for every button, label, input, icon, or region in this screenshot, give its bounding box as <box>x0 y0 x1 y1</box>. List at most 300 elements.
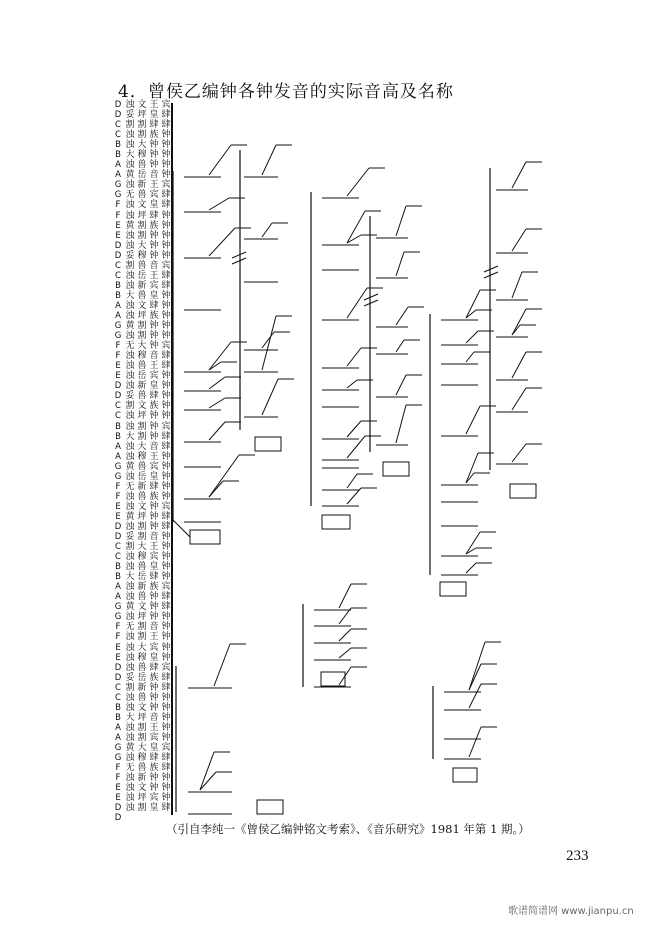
branch-line <box>339 629 351 641</box>
pitch-cell: 浊 <box>125 521 135 532</box>
pitch-cell: 钟 <box>161 471 171 482</box>
pitch-cell: 浊 <box>125 180 135 191</box>
pitch-cell: 肆 <box>161 592 171 603</box>
pitch-cell: 岳 <box>137 471 147 482</box>
pitch-cell: A <box>115 300 121 311</box>
pitch-cell: D <box>114 662 122 673</box>
pitch-cell: 宾 <box>161 662 171 673</box>
branch-line <box>512 272 522 298</box>
pitch-cell: 肆 <box>149 662 159 673</box>
pitch-cell: 肆 <box>161 280 171 291</box>
pitch-cell: 浊 <box>125 160 135 171</box>
pitch-cell: 钟 <box>161 461 171 472</box>
pitch-cell: 大 <box>137 140 147 151</box>
pitch-cell: 文 <box>137 783 147 794</box>
branch-line <box>209 342 231 370</box>
pitch-cell: 音 <box>149 170 159 181</box>
pitch-cell: E <box>115 783 121 794</box>
pitch-cell: E <box>115 220 121 231</box>
pitch-cell: 岳 <box>137 170 147 181</box>
pitch-cell: 割 <box>137 421 147 432</box>
pitch-cell: C <box>115 692 121 703</box>
pitch-cell: 浊 <box>125 240 135 251</box>
pitch-cell: E <box>115 511 121 522</box>
pitch-cell: 岳 <box>137 371 147 382</box>
pitch-cell: 皇 <box>149 803 159 814</box>
branch-line <box>347 380 357 388</box>
pitch-cell: 新 <box>137 180 147 191</box>
pitch-cell: E <box>115 652 121 663</box>
pitch-cell: C <box>115 401 121 412</box>
pitch-cell: 钟 <box>161 321 171 332</box>
pitch-cell: 宾 <box>149 732 159 743</box>
pitch-cell: 钟 <box>161 170 171 181</box>
pitch-cell: 大 <box>125 712 135 723</box>
pitch-cell: 钟 <box>149 602 159 613</box>
pitch-cell: 割 <box>137 220 147 231</box>
pitch-cell: 肆 <box>149 481 159 492</box>
pitch-cell: B <box>115 290 121 301</box>
pitch-cell: D <box>114 381 122 392</box>
pitch-cell: 浊 <box>125 552 135 563</box>
pitch-cell: F <box>115 491 121 502</box>
branch-line <box>262 316 276 370</box>
pitch-cell: 浊 <box>125 100 135 110</box>
pitch-cell: C <box>115 542 121 553</box>
pitch-cell: 割 <box>125 401 135 412</box>
pitch-cell: G <box>114 602 122 613</box>
pitch-cell: 坪 <box>137 310 147 321</box>
pitch-cell: 浊 <box>125 451 135 462</box>
pitch-cell: D <box>114 813 122 824</box>
pitch-cell: 浊 <box>125 270 135 281</box>
pitch-cell: 钟 <box>149 140 159 151</box>
pitch-cell: C <box>115 411 121 422</box>
pitch-cell: 钟 <box>149 592 159 603</box>
pitch-cell: 宾 <box>161 341 171 352</box>
pitch-cell: 无 <box>125 763 135 774</box>
pitch-cell: 肆 <box>161 682 171 693</box>
pitch-cell: 钟 <box>149 501 159 512</box>
branch-line <box>262 379 278 415</box>
pitch-cell: 兽 <box>137 562 147 573</box>
pitch-cell: 皇 <box>149 562 159 573</box>
branch-line <box>262 223 272 237</box>
pitch-cell: 钟 <box>161 692 171 703</box>
pitch-cell: 钟 <box>161 250 171 261</box>
pitch-cell: 割 <box>137 532 147 543</box>
pitch-cell: 割 <box>137 803 147 814</box>
pitch-cell: D <box>114 240 122 251</box>
pitch-cell: 浊 <box>125 722 135 733</box>
pitch-cell: 妥 <box>125 110 135 121</box>
pitch-cell: 浊 <box>125 200 135 211</box>
pitch-cell: 坪 <box>137 411 147 422</box>
pitch-cell: 肆 <box>161 763 171 774</box>
pitch-cell: 钟 <box>161 722 171 733</box>
pitch-cell: 钟 <box>161 491 171 502</box>
pitch-cell: 族 <box>149 310 159 321</box>
pitch-cell: 浊 <box>125 351 135 362</box>
branch-line <box>339 648 351 658</box>
pitch-cell: 浊 <box>125 331 135 342</box>
pitch-cell: 穆 <box>137 150 147 161</box>
pitch-cell: 钟 <box>161 371 171 382</box>
pitch-cell: E <box>115 230 121 241</box>
pitch-cell: 宾 <box>149 552 159 563</box>
pitch-cell: 割 <box>125 682 135 693</box>
pitch-cell: A <box>115 441 121 452</box>
pitch-cell: G <box>114 321 122 332</box>
pitch-cell: 肆 <box>161 110 171 121</box>
pitch-cell: 肆 <box>149 391 159 402</box>
pitch-cell: 宾 <box>161 180 171 191</box>
group-label-zhong3 <box>440 582 466 596</box>
pitch-cell: 浊 <box>125 632 135 643</box>
pitch-cell: 割 <box>137 130 147 141</box>
pitch-cell: 割 <box>137 321 147 332</box>
pitch-cell: G <box>114 743 122 753</box>
pitch-cell: G <box>114 461 122 472</box>
pitch-cell: 兽 <box>137 160 147 171</box>
connector-line <box>173 520 190 537</box>
pitch-cell: 浊 <box>125 783 135 794</box>
pitch-cell: A <box>115 592 121 603</box>
pitch-cell: 钟 <box>161 210 171 221</box>
branch-line <box>214 644 230 686</box>
pitch-cell: 王 <box>149 270 159 281</box>
pitch-cell: D <box>114 521 122 532</box>
branch-line <box>466 563 476 573</box>
pitch-cell: F <box>115 481 121 492</box>
branch-line <box>262 145 276 175</box>
pitch-cell: 宾 <box>149 642 159 653</box>
pitch-cell: 肆 <box>161 431 171 442</box>
pitch-cell: 新 <box>137 682 147 693</box>
pitch-cell: 割 <box>137 732 147 743</box>
pitch-cell: 钟 <box>161 411 171 422</box>
pitch-cell: 肆 <box>161 521 171 532</box>
pitch-cell: 割 <box>137 120 147 131</box>
branch-line <box>339 584 351 608</box>
pitch-cell: 族 <box>149 220 159 231</box>
pitch-cell: 族 <box>149 672 159 683</box>
pitch-cell: 文 <box>137 300 147 311</box>
page-title: 4．曾侯乙编钟各钟发音的实际音高及名称 <box>118 82 454 102</box>
break-mark <box>232 258 246 264</box>
pitch-cell: 黄 <box>125 220 135 231</box>
pitch-cell: 钟 <box>161 622 171 633</box>
pitch-cell: 族 <box>149 401 159 412</box>
branch-line <box>512 229 526 251</box>
pitch-cell: B <box>115 562 121 573</box>
pitch-cell: 族 <box>149 582 159 593</box>
pitch-cell: G <box>114 612 122 623</box>
pitch-cell: 文 <box>137 200 147 211</box>
pitch-cell: 钟 <box>149 511 159 522</box>
pitch-cell: 钟 <box>161 732 171 743</box>
pitch-cell: 岳 <box>137 270 147 281</box>
pitch-cell: 钟 <box>161 150 171 161</box>
pitch-cell: 文 <box>137 702 147 713</box>
pitch-cell: 割 <box>125 260 135 271</box>
pitch-cell: 浊 <box>125 592 135 603</box>
pitch-cell: 兽 <box>137 290 147 301</box>
pitch-cell: 穆 <box>137 552 147 563</box>
pitch-cell: 穆 <box>137 250 147 261</box>
pitch-cell: 兽 <box>137 391 147 402</box>
branch-line <box>347 348 361 366</box>
branch-line <box>200 752 214 790</box>
pitch-cell: 浊 <box>125 562 135 573</box>
group-label-xia2 <box>321 672 345 686</box>
pitch-cell: 音 <box>149 260 159 271</box>
pitch-cell: E <box>115 501 121 512</box>
pitch-cell: 钟 <box>161 783 171 794</box>
branch-line <box>466 290 480 318</box>
pitch-cell: 肆 <box>161 441 171 452</box>
pitch-cell: 兽 <box>137 763 147 774</box>
pitch-cell: 钟 <box>161 130 171 141</box>
branch-line <box>209 362 221 370</box>
pitch-cell: 无 <box>125 622 135 633</box>
break-mark <box>232 252 246 258</box>
pitch-cell: 浊 <box>125 692 135 703</box>
pitch-cell: 浊 <box>125 421 135 432</box>
pitch-cell: 皇 <box>149 290 159 301</box>
pitch-cell: 浊 <box>125 803 135 814</box>
pitch-cell: C <box>115 270 121 281</box>
pitch-cell: 宾 <box>161 260 171 271</box>
pitch-cell: 坪 <box>137 612 147 623</box>
pitch-cell: 肆 <box>149 210 159 221</box>
pitch-cell: 皇 <box>149 471 159 482</box>
branch-line <box>469 664 481 690</box>
branch-line <box>396 405 406 443</box>
pitch-cell: 宾 <box>161 582 171 593</box>
pitch-cell: E <box>115 371 121 382</box>
pitch-cell: 王 <box>149 100 159 110</box>
pitch-cell: 宾 <box>149 461 159 472</box>
pitch-cell: 钟 <box>149 240 159 251</box>
pitch-cell: 岳 <box>137 572 147 583</box>
pitch-cell: 族 <box>149 130 159 141</box>
pitch-cell: 割 <box>137 632 147 643</box>
pitch-cell: 新 <box>137 381 147 392</box>
pitch-cell: 王 <box>149 361 159 372</box>
pitch-cell: 王 <box>149 542 159 553</box>
pitch-cell: 妥 <box>125 391 135 402</box>
pitch-cell: 浊 <box>125 280 135 291</box>
branch-line <box>347 168 369 196</box>
pitch-cell: 宾 <box>149 371 159 382</box>
pitch-cell: 浊 <box>125 230 135 241</box>
pitch-cell: B <box>115 150 121 161</box>
pitch-cell: 钟 <box>149 682 159 693</box>
pitch-cell: F <box>115 200 121 211</box>
branch-line <box>512 162 526 188</box>
pitch-cell: B <box>115 280 121 291</box>
pitch-cell: 文 <box>137 501 147 512</box>
pitch-cell: D <box>114 391 122 402</box>
branch-line <box>347 421 361 437</box>
pitch-cell: F <box>115 341 121 352</box>
pitch-cell: 兽 <box>137 491 147 502</box>
pitch-cell: 钟 <box>161 240 171 251</box>
branch-line <box>396 307 408 325</box>
pitch-cell: 黄 <box>125 511 135 522</box>
pitch-cell: 兽 <box>137 662 147 673</box>
pitch-cell: 兽 <box>137 461 147 472</box>
pitch-cell: 钟 <box>149 521 159 532</box>
branch-line <box>469 642 485 690</box>
pitch-cell: 钟 <box>161 793 171 804</box>
pitch-cell: 钟 <box>161 381 171 392</box>
pitch-cell: 浊 <box>125 642 135 653</box>
pitch-cell: 皇 <box>149 743 159 753</box>
pitch-cell: 王 <box>149 180 159 191</box>
pitch-cell: 浊 <box>125 471 135 482</box>
pitch-cell: 肆 <box>161 190 171 201</box>
pitch-cell: 钟 <box>161 552 171 563</box>
pitch-cell: B <box>115 140 121 151</box>
pitch-cell: 钟 <box>161 481 171 492</box>
pitch-cell: C <box>115 120 121 131</box>
pitch-cell: 王 <box>149 451 159 462</box>
pitch-cell: 肆 <box>149 120 159 131</box>
pitch-cell: F <box>115 632 121 643</box>
pitch-cell: G <box>114 190 122 201</box>
pitch-cell: 钟 <box>161 220 171 231</box>
pitch-cell: D <box>114 532 122 543</box>
pitch-cell: 浊 <box>125 130 135 141</box>
pitch-cell: 肆 <box>161 672 171 683</box>
pitch-cell: 兽 <box>137 692 147 703</box>
pitch-cell: D <box>114 250 122 261</box>
pitch-cell: 大 <box>125 290 135 301</box>
pitch-cell: 割 <box>137 622 147 633</box>
pitch-cell: B <box>115 431 121 442</box>
pitch-cell: 浊 <box>125 491 135 502</box>
citation: （引自李纯一《曾侯乙编钟铭文考索》、《音乐研究》1981 年第 1 期。） <box>166 822 530 836</box>
pitch-cell: 音 <box>149 351 159 362</box>
branch-line <box>347 474 357 488</box>
pitch-cell: 无 <box>125 481 135 492</box>
branch-line <box>200 772 216 790</box>
pitch-cell: 穆 <box>137 351 147 362</box>
branch-line <box>466 453 478 483</box>
pitch-cell: 黄 <box>125 602 135 613</box>
pitch-cell: C <box>115 260 121 271</box>
branch-line <box>209 455 239 497</box>
pitch-cell: 钟 <box>149 612 159 623</box>
pitch-cell: 浊 <box>125 210 135 221</box>
pitch-cell: 钟 <box>161 331 171 342</box>
pitch-cell: D <box>114 110 122 121</box>
pitch-cell: 宾 <box>161 421 171 432</box>
branch-line <box>396 375 406 395</box>
pitch-cell: 音 <box>149 622 159 633</box>
pitch-cell: 肆 <box>149 300 159 311</box>
pitch-cell: 兽 <box>137 361 147 372</box>
pitch-cell: 肆 <box>161 511 171 522</box>
pitch-cell: D <box>114 803 122 814</box>
pitch-cell: B <box>115 572 121 583</box>
branch-line <box>512 309 526 335</box>
branch-line <box>209 198 229 210</box>
pitch-cell: 钟 <box>161 652 171 663</box>
pitch-cell: 浊 <box>125 441 135 452</box>
pitch-cell: 钟 <box>161 160 171 171</box>
branch-line <box>347 288 367 318</box>
pitch-cell: 大 <box>137 743 147 753</box>
pitch-cell: 妥 <box>125 250 135 261</box>
branch-line <box>396 340 404 352</box>
pitch-cell: 音 <box>149 712 159 723</box>
pitch-cell: F <box>115 210 121 221</box>
pitch-cell: 浊 <box>125 582 135 593</box>
pitch-cell: 音 <box>149 532 159 543</box>
pitch-cell: 钟 <box>149 692 159 703</box>
pitch-cell: 钟 <box>161 632 171 643</box>
pitch-cell: 浊 <box>125 371 135 382</box>
pitch-cell: 穆 <box>137 451 147 462</box>
pitch-cell: 黄 <box>125 743 135 753</box>
pitch-cell: 大 <box>137 341 147 352</box>
pitch-cell: 文 <box>137 602 147 613</box>
pitch-cell: 浊 <box>125 702 135 713</box>
pitch-cell: 大 <box>137 642 147 653</box>
pitch-cell: 兽 <box>137 190 147 201</box>
pitch-cell: G <box>114 180 122 191</box>
branch-line <box>466 473 474 483</box>
group-label-zhong2 <box>322 515 350 529</box>
branch-line <box>209 377 225 389</box>
pitch-cell: 宾 <box>149 280 159 291</box>
pitch-cell: 钟 <box>161 451 171 462</box>
pitch-cell: 无 <box>125 341 135 352</box>
pitch-cell: 钟 <box>149 421 159 432</box>
pitch-cell: 浊 <box>125 140 135 151</box>
pitch-cell: 浊 <box>125 411 135 422</box>
branch-line <box>396 206 406 236</box>
pitch-cell: B <box>115 702 121 713</box>
pitch-cell: 黄 <box>125 321 135 332</box>
pitch-cell: A <box>115 160 121 171</box>
pitch-cell: F <box>115 773 121 784</box>
pitch-cell: 坪 <box>137 210 147 221</box>
pitch-cell: 钟 <box>161 712 171 723</box>
branch-line <box>466 352 474 362</box>
group-label-zhong1 <box>190 530 220 544</box>
branch-line <box>512 444 526 462</box>
pitch-cell: 皇 <box>149 381 159 392</box>
group-label-shang1 <box>255 437 281 451</box>
pitch-cell: 钟 <box>161 300 171 311</box>
pitch-cell: 穆 <box>137 753 147 764</box>
pitch-cell: 浊 <box>125 612 135 623</box>
branch-line <box>466 406 480 434</box>
pitch-cell: 肆 <box>149 753 159 764</box>
pitch-cell: G <box>114 331 122 342</box>
pitch-cell: 钟 <box>161 773 171 784</box>
pitch-cell: 岳 <box>137 672 147 683</box>
pitch-cell: 新 <box>137 280 147 291</box>
pitch-cell: 钟 <box>149 341 159 352</box>
pitch-cell: 肆 <box>161 361 171 372</box>
group-label-shang2 <box>383 462 409 476</box>
branch-line <box>466 532 480 554</box>
